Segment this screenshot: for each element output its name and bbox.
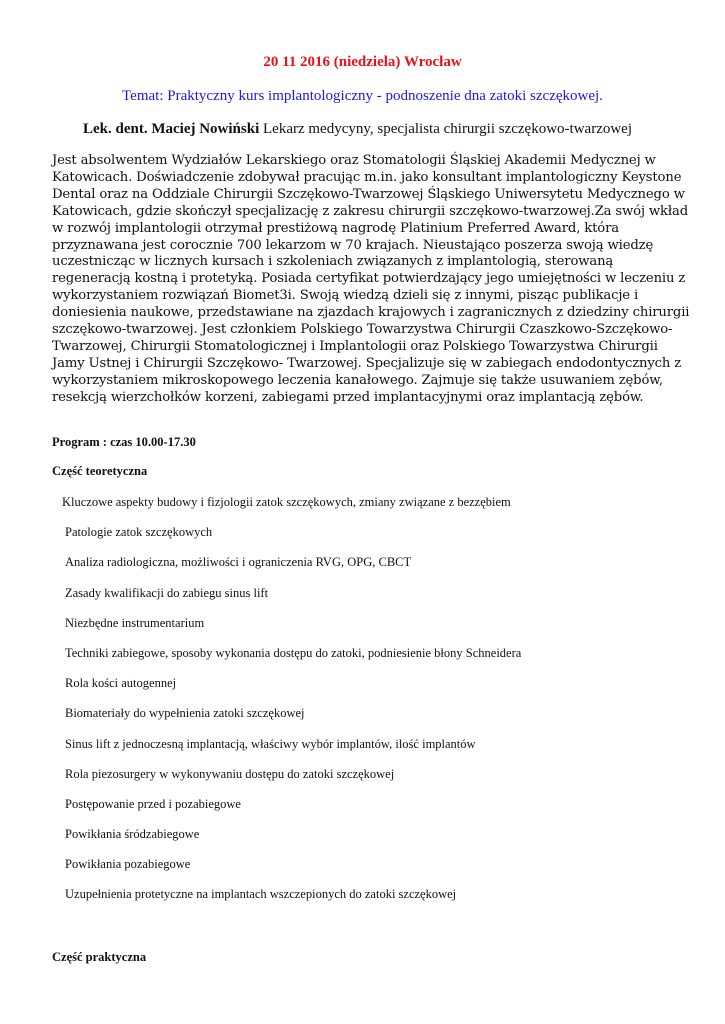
list-item: Niezbędne instrumentarium xyxy=(65,615,205,630)
lecturer-line xyxy=(83,121,703,138)
list-item: Zasady kwalifikacji do zabiegu sinus lift xyxy=(65,585,269,600)
course-topic: Temat: Praktyczny kurs implantologiczny - podnoszenie dna zatoki szczękowej. xyxy=(122,88,603,104)
theory-items-list xyxy=(0,495,725,918)
list-item: Biomateriały do wypełnienia zatoki szczękowej xyxy=(65,706,305,721)
list-item: Kluczowe aspekty budowy i fizjologii zatok szczękowych, zmiany związane z bezzębiem xyxy=(62,495,511,509)
program-time: Program : czas 10.00-17.30 xyxy=(52,435,196,449)
list-item: Rola kości autogennej xyxy=(65,676,177,691)
list-item: Analiza radiologiczna, możliwości i ograniczenia RVG, OPG, CBCT xyxy=(65,555,412,570)
lecturer-name: Lek. dent. Maciej Nowiński xyxy=(83,121,260,137)
list-item: Rola piezosurgery w wykonywaniu dostępu do zatoki szczękowej xyxy=(65,766,395,781)
theory-section-title: Część teoretyczna xyxy=(52,464,148,478)
event-date-location: 20 11 2016 (niedziela) Wrocław xyxy=(263,54,462,70)
list-item: Powikłania pozabiegowe xyxy=(65,857,191,872)
list-item: Powikłania śródzabiegowe xyxy=(65,827,200,842)
lecturer-bio: Jest absolwentem Wydziałów Lekarskiego oraz Stomatologii Śląskiej Akademii Medycznej w Katowicach. Doświadczenie zdobywał pracując m.in. jako konsultant implantologiczny Keystone Dental oraz na Oddziale Chirurgii Szczękowo-Twarzowej Śląskiego Uniwersytetu Medycznego w Katowicach, gdzie skończył specjalizację z zakresu chirurgii szczękowo-twarzowej.Za swój wkład w rozwój implantologii otrzymał prestiżową nagrodę Platinium Preferred Award, która przyznawana jest corocznie 700 lekarzom w 70 krajach. Nieustająco poszerza swoją wiedzę uczestnicząc w licznych kursach i szkoleniach związanych z implantologią, sterowaną regeneracją kostną i protetyką. Posiada certyfikat potwierdzający jego umiejętności w leczeniu z wykorzystaniem rozwiązań Biomet3i. Swoją wiedzą dzieli się z innymi, pisząc publikacje i doniesienia naukowe, przedstawiane na zjazdach krajowych i zagranicznych z dziedziny chirurgii szczękowo-twarzowej. Jest członkiem Polskiego Towarzystwa Chirurgii Czaszkowo-Szczękowo-Twarzowej, Chirurgii Stomatologicznej i Implantologii oraz Polskiego Towarzystwa Chirurgii Jamy Ustnej i Chirurgii Szczękowo- Twarzowej. Specjalizuje się w zabiegach endodontycznych z wykorzystaniem mikroskopowego leczenia kanałowego. Zajmuje się także usuwaniem zębów, resekcją wierzchołków korzeni, zabiegami przed implantacyjnymi oraz implantacją zębów. xyxy=(52,153,690,405)
list-item: Sinus lift z jednoczesną implantacją, właściwy wybór implantów, ilość implantów xyxy=(65,736,476,751)
practice-section-title: Część praktyczna xyxy=(52,950,147,964)
list-item: Techniki zabiegowe, sposoby wykonania dostępu do zatoki, podniesienie błony Schneidera xyxy=(65,645,522,660)
lecturer-title: Lekarz medycyny, specjalista chirurgii szczękowo-twarzowej xyxy=(263,121,633,137)
list-item: Postępowanie przed i pozabiegowe xyxy=(65,796,241,811)
list-item: Patologie zatok szczękowych xyxy=(65,525,213,540)
list-item: Uzupełnienia protetyczne na implantach wszczepionych do zatoki szczękowej xyxy=(65,887,457,902)
